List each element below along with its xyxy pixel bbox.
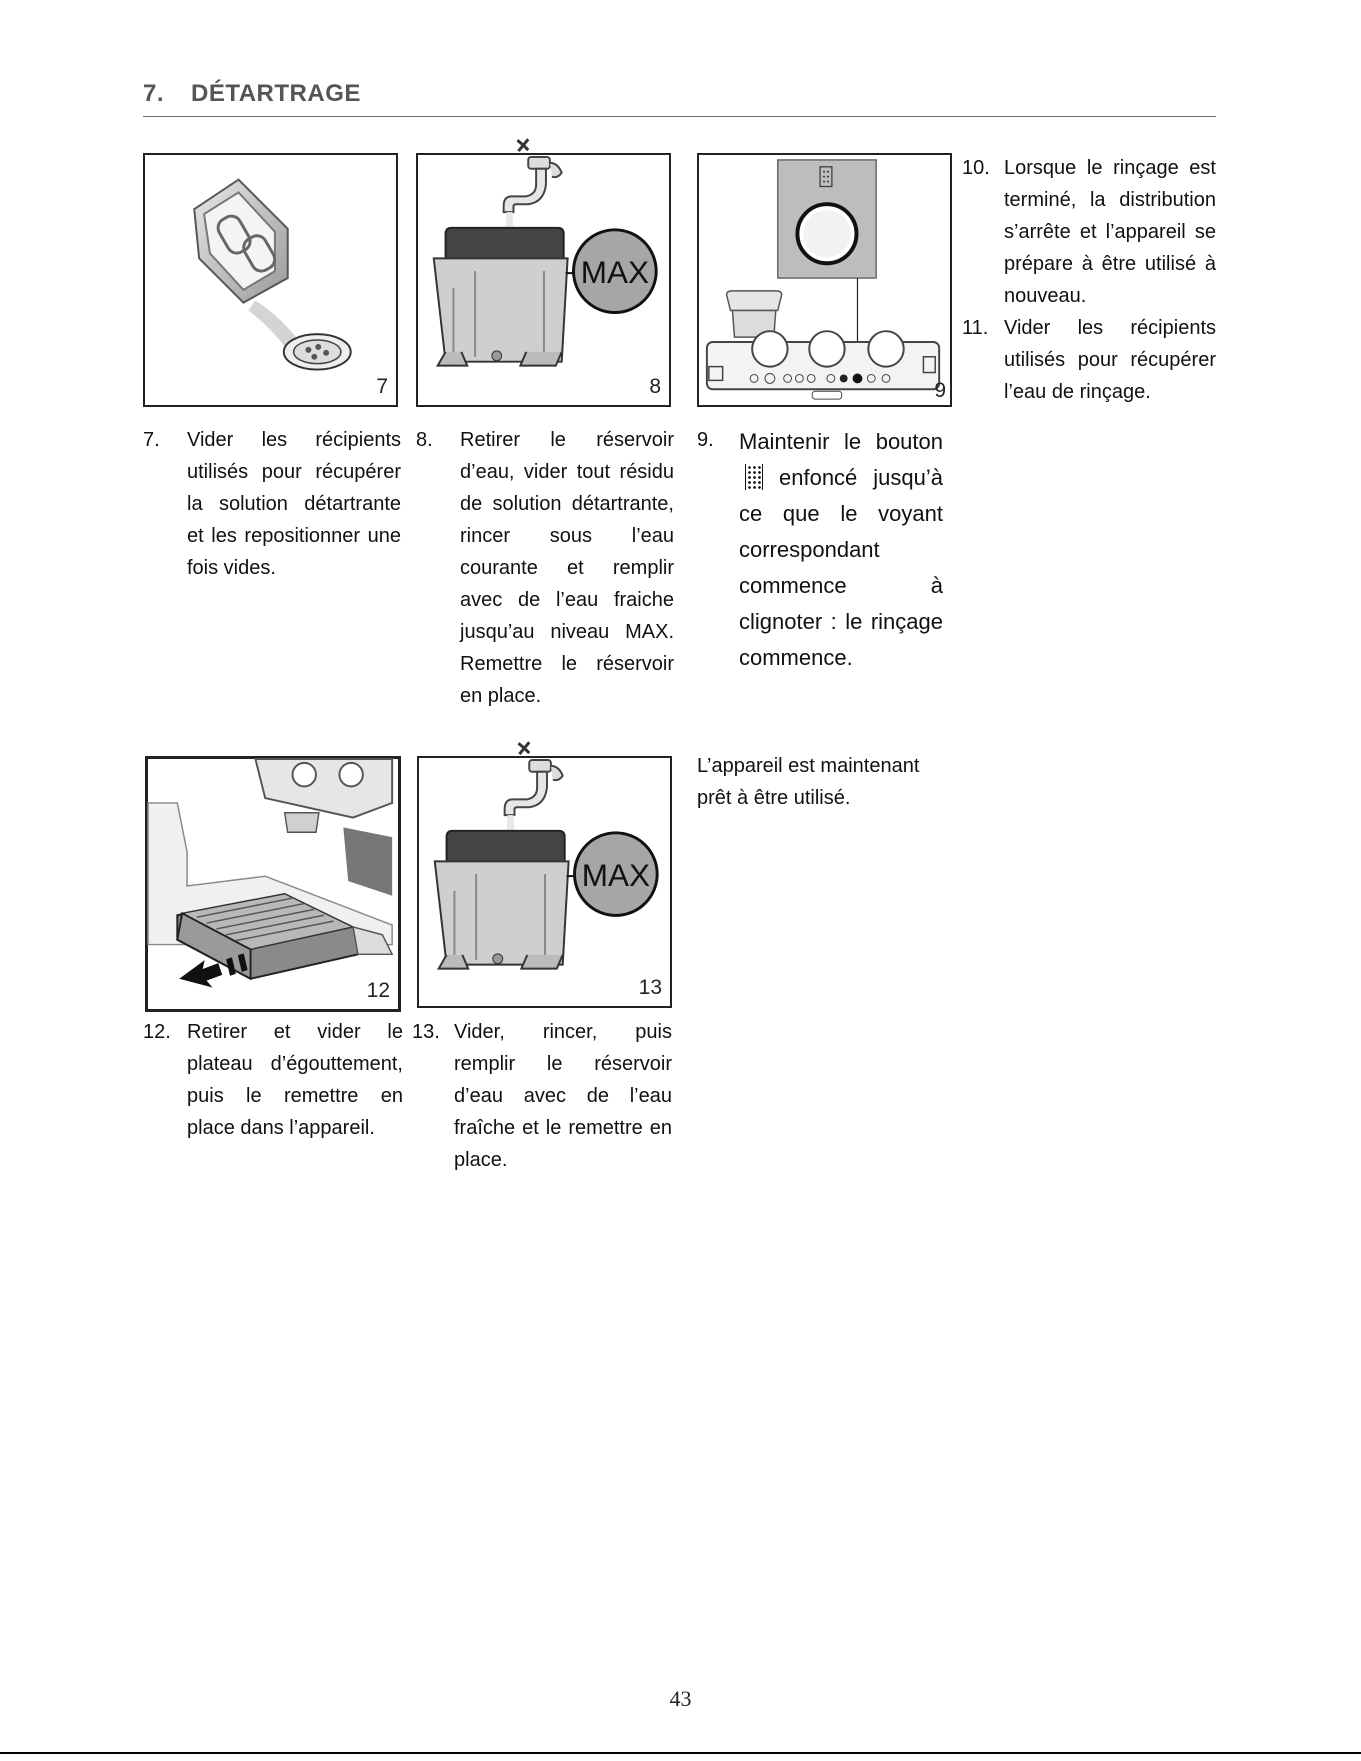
step-number: 13. [412,1021,440,1043]
step-number: 11. [962,317,989,339]
figure-13 [417,756,672,1008]
step-number: 7. [143,429,160,451]
section-number: 7. [143,80,165,107]
fill-tank-illustration [419,758,670,1006]
step-text-before: Maintenir le bouton [739,429,943,454]
pour-container-illustration [145,155,396,405]
figure-7 [143,153,398,407]
fill-tank-illustration [418,155,669,405]
step-number: 10. [962,157,990,179]
figure-number: 8 [649,375,661,398]
figure-8 [416,153,671,407]
step-text: Vider, rincer, puis remplir le réservoir d’eau avec de l’eau fraîche et le remettre en place. [454,1021,672,1171]
drip-tray-illustration [148,759,398,1009]
step-text: Retirer et vider le plateau d’égouttement, puis le remettre en place dans l’appareil. [187,1021,403,1139]
figure-9 [697,153,952,407]
section-title [143,80,361,108]
figure-number: 12 [366,979,390,1002]
drain-icon [284,334,351,369]
section-heading: DÉTARTRAGE [191,80,361,107]
step-text-after: enfoncé jusqu’à ce que le voyant correspondant commence à clignoter : le rinçage commence. [739,465,943,670]
control-panel-illustration [699,155,950,405]
rinse-icon [745,464,763,490]
title-rule [143,116,1216,117]
step-text: Vider les récipients utilisés pour récupérer la solution détartrante et les repositionner une fois vides. [187,429,401,579]
step-text: Lorsque le rinçage est terminé, la distribution s’arrête et l’appareil se prépare à être utilisé à nouveau. [1004,157,1216,307]
step-text: Vider les récipients utilisés pour récupérer l’eau de rinçage. [1004,317,1216,403]
figure-number: 7 [376,375,388,398]
bottom-rule [0,1752,1361,1754]
figure-number: 9 [934,379,946,402]
faucet-icon [505,742,563,815]
water-tank-icon [434,228,568,366]
page-number: 43 [669,1686,692,1711]
step-text [739,424,943,676]
ready-message: L’appareil est maintenant prêt à être utilisé. [697,755,920,809]
faucet-icon [504,139,562,212]
step-number: 12. [143,1021,171,1043]
figure-12 [145,756,401,1012]
max-label: MAX [581,856,650,893]
figure-number: 13 [638,976,662,999]
step-number: 9. [697,429,714,451]
step-number: 8. [416,429,433,451]
max-label: MAX [580,253,649,290]
step-text: Retirer le réservoir d’eau, vider tout résidu de solution détartrante, rincer sous l’eau courante et remplir avec de l’eau fraiche jusqu’au niveau MAX. Remettre le réservoir en place. [460,429,674,707]
water-tank-icon [435,831,569,969]
